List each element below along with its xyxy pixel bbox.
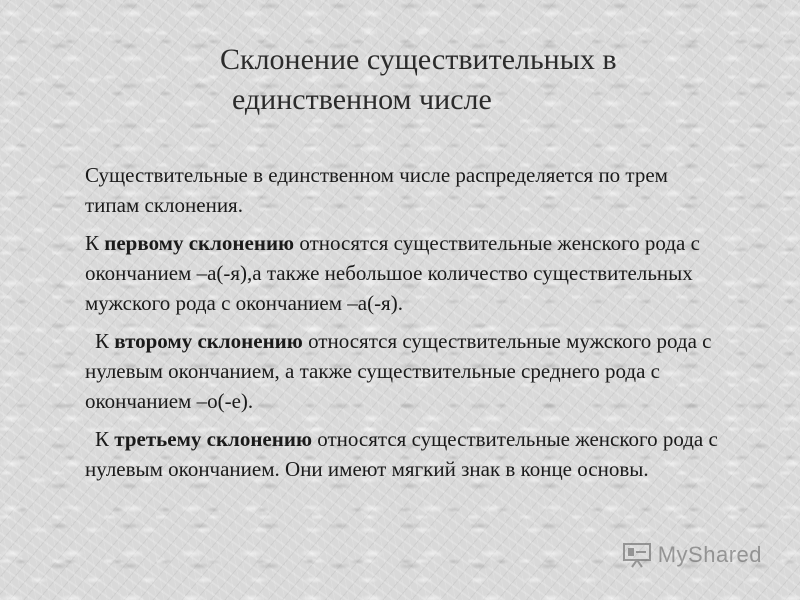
presentation-board-icon [622,542,652,568]
slide-title [220,40,740,120]
paragraph-intro [85,160,725,220]
slide-body [85,160,725,492]
third-declension-term: третьему склонению [114,427,313,451]
paragraph-first-text: относятся существительные женского рода с окончанием –а(-я),а также небольшое количество существительных мужского рода с окончанием –а(-я). [85,231,700,315]
paragraph-third-lead: К [95,427,115,451]
paragraph-intro-text: Существительные в единственном числе распределяется по трем типам склонения. [85,163,668,217]
paragraph-third-declension [85,424,725,484]
paragraph-second-declension [85,326,725,416]
slide-title-line-2: единственном числе [232,83,492,116]
watermark-text: MyShared [657,542,762,567]
first-declension-term: первому склонению [104,231,295,255]
watermark-logo [622,542,762,568]
paragraph-second-lead: К [95,329,115,353]
second-declension-term: второму склонению [114,329,303,353]
paragraph-second-text: относятся существительные мужского рода с нулевым окончанием, а также существительные среднего рода с окончанием –о(-е). [85,329,712,413]
paragraph-third-text: относятся существительные женского рода с нулевым окончанием. Они имеют мягкий знак в конце основы. [85,427,718,481]
paragraph-first-lead: К [85,231,105,255]
paragraph-first-declension [85,228,725,318]
slide-title-line-1: Склонение существительных в [220,43,617,76]
